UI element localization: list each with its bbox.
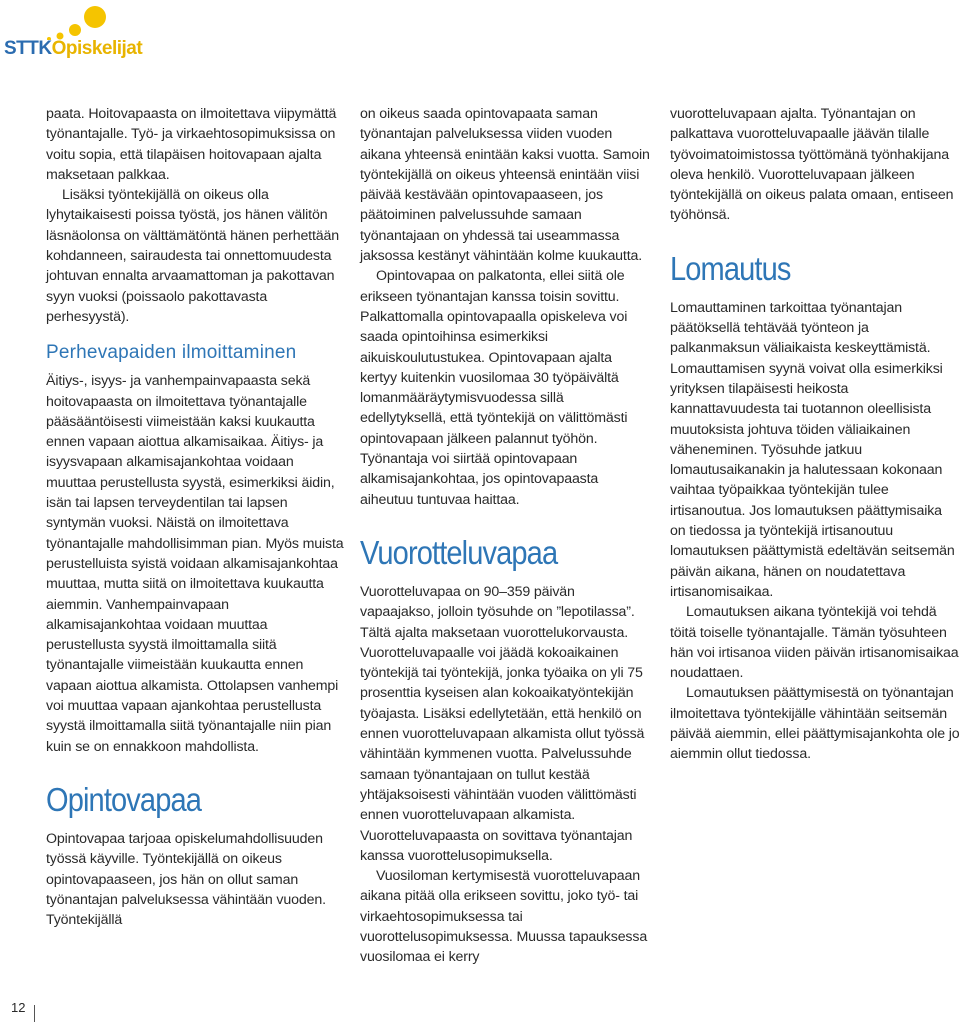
- column-2: [360, 104, 650, 968]
- paragraph: Vuosiloman kertymisestä vuorotteluvapaan aikana pitää olla erikseen sovittu, joko työ- tai virkaehtosopimuksessa tai vuorottelusopimuksessa. Muussa tapauksessa vuosilomaa ei kerry: [360, 868, 648, 966]
- paragraph: Vuorotteluvapaa on 90–359 päivän vapaajakso, jolloin työsuhde on ”lepotilassa”. Tältä ajalta maksetaan vuorottelukorvausta. Vuorotteluvapaalle voi jäädä kokoaikainen työntekijä tai työntekijä, jonka työaika on yli 75 prosenttia kyseisen alan kokoaikatyöntekijän työajasta. Lisäksi edellytetään, että henkilö on ennen vuorotteluvapaan alkamista ollut työssä vähintään kymmenen vuotta. Palvelussuhde samaan työnantajaan on tullut kestää yhtäjaksoisesti vähintään vuoden välittömästi ennen vuorotteluvapaan alkamista. Vuorotteluvapaasta on sovittava työnantajan kanssa vuorottelusopimuksella.: [360, 583, 645, 864]
- heading-opintovapaa: Opintovapaa: [46, 780, 202, 818]
- paragraph: Äitiys-, isyys- ja vanhempainvapaasta sekä hoitovapaasta on ilmoitettava työnantajalle pääsääntöisesti viimeistään kaksi kuukautta ennen vapaan aiottua alkamisaikaa. Äitiys- ja isyysvapaan alkamisajankohtaa voidaan muuttaa perustellusta syystä, esimerkiksi äidin, isän tai lapsen terveydentilan tai lapsen syntymän vuoksi. Näistä on ilmoitettava työnantajalle mahdollisimman pian. Myös muista perustelluista syistä voidaan alkamisajankohtaa muuttaa, mutta siitä on ilmoitettava kuukautta aiemmin. Vanhempainvapaan alkamisajankohtaa voidaan muuttaa perustellusta syystä ilmoittamalla siitä työnantajalle viimeistään kuukautta ennen vapaan aiottua alkamista. Ottolapsen vanhempi voi muuttaa vapaan ajankohtaa perustellusta syystä ilmoittamalla siitä työnantajalle niin pian kuin se on ennakkoon mahdollista.: [46, 373, 344, 755]
- heading-vuorotteluvapaa: Vuorotteluvapaa: [360, 533, 558, 571]
- logo-text: [4, 38, 142, 60]
- paragraph: vuorotteluvapaan ajalta. Työnantajan on palkattava vuorotteluvapaalle jäävän tilalle työvoimatoimistossa työttömänä työnhakijana oleva henkilö. Vuorotteluvapaan jälkeen työntekijällä on oikeus palata omaan, entiseen työhönsä.: [670, 106, 954, 224]
- logo-dots-icon: [0, 0, 140, 40]
- page-number-divider: [34, 1005, 35, 1022]
- heading-perhevapaiden-ilmoittaminen: Perhevapaiden ilmoittaminen: [46, 342, 297, 364]
- column-1: [46, 104, 346, 930]
- paragraph: Lomauttaminen tarkoittaa työnantajan päätöksellä tehtävää työnteon ja palkanmaksun väliaikaista keskeyttämistä. Lomauttamisen syynä voivat olla esimerkiksi yrityksen tilapäisesti heikosta kannattavuudesta tai tuotannon oleellisista muutoksista johtuva töiden väliaikainen väheneminen. Työsuhde jatkuu lomautusaikanakin ja halutessaan kokonaan vaihtaa työpaikkaa työntekijän tulee irtisanoutua. Jos lomautuksen päättymisaika on tiedossa ja työntekijä irtisanoutuu lomautuksen päättymistä edeltävän seitsemän päivän aikana, hänen on noudatettava irtisanomisaikaa.: [670, 299, 955, 600]
- paragraph: Lisäksi työntekijällä on oikeus olla lyhytaikaisesti poissa työstä, jos hänen välitön läsnäolonsa on välttämätöntä hänen perhettään kohdanneen, sairaudesta tai onnettomuudesta johtuvan ennalta arvaamattoman ja pakottavan syyn vuoksi (poissaolo pakottavasta perhesyystä).: [46, 187, 339, 325]
- column-3: [670, 104, 960, 765]
- logo-part-opiskelijat: Opiskelijat: [51, 38, 143, 59]
- paragraph: Opintovapaa tarjoaa opiskelumahdollisuuden työssä käyville. Työntekijällä on oikeus opintovapaaseen, jos hän on ollut saman työnantajan palveluksessa vähintään vuoden. Työntekijällä: [46, 830, 326, 929]
- sttk-opiskelijat-logo: [0, 0, 143, 70]
- paragraph: Lomautuksen aikana työntekijä voi tehdä töitä toiselle työnantajalle. Tämän työsuhteen hän voi irtisanoa viiden päivän irtisanomisaikaa noudattaen.: [670, 604, 959, 682]
- paragraph: paata. Hoitovapaasta on ilmoitettava viipymättä työnantajalle. Työ- ja virkaehtosopimuksissa on voitu sopia, että tilapäisen hoitovapaan ajalta maksetaan palkkaa.: [46, 106, 337, 183]
- paragraph: on oikeus saada opintovapaata saman työnantajan palveluksessa viiden vuoden aikana yhteensä enintään kaksi vuotta. Samoin työntekijällä on oikeus yhteensä enintään viisi päivää kestävään opintovapaaseen, jos päätoiminen palvelussuhde samaan työnantajaan on yhdessä tai useammassa jaksossa kestänyt vähintään kolme kuukautta.: [360, 106, 650, 265]
- paragraph: Lomautuksen päättymisestä on työnantajan ilmoitettava työntekijälle vähintään seitsemän päivää aiemmin, ellei päättymisajankohta ole jo aiemmin ollut tiedossa.: [670, 685, 960, 763]
- page-number: 12: [11, 1000, 26, 1015]
- paragraph: Opintovapaa on palkatonta, ellei siitä ole erikseen työnantajan kanssa toisin sovittu. Palkattomalla opintovapaalla opiskeleva voi saada opintoihinsa esimerkiksi aikuiskoulutustukea. Opintovapaan ajalta kertyy kuitenkin vuosilomaa 30 työpäivältä lomanmääräytymisvuodessa sillä edellytyksellä, että työntekijä on välittömästi opintovapaan jälkeen palannut työhön. Työnantaja voi siirtää opintovapaan alkamisajankohtaa, jos opintovapaasta aiheutuu tuntuvaa haittaa.: [360, 268, 628, 508]
- heading-lomautus: Lomautus: [670, 249, 791, 287]
- logo-part-sttk: STTK: [4, 38, 52, 59]
